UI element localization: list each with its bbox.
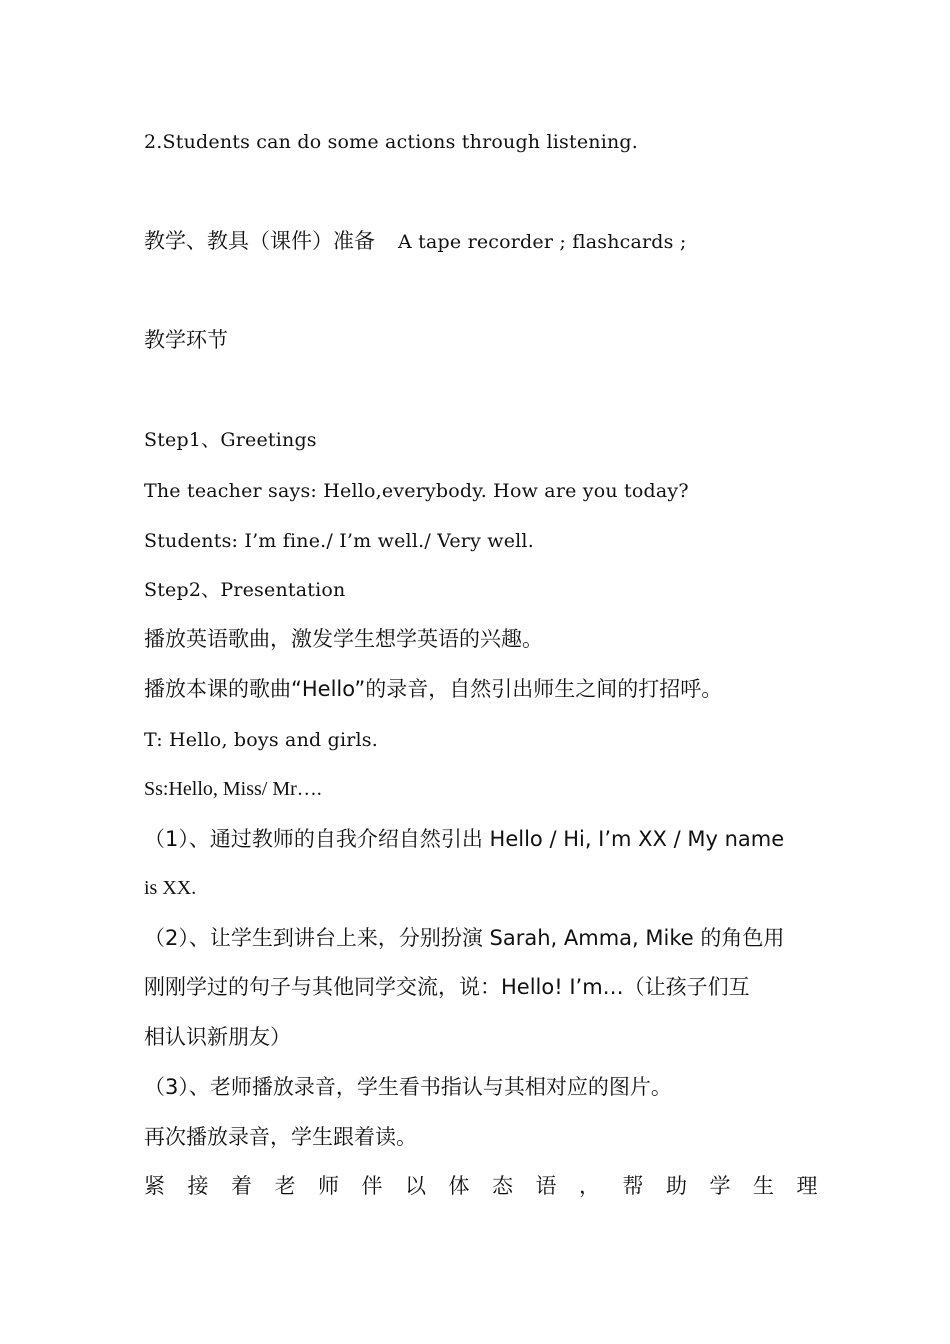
step2-item3: （3）、老师播放录音，学生看书指认与其相对应的图片。 (144, 1075, 672, 1099)
step2-line2: 播放本课的歌曲“Hello”的录音，自然引出师生之间的打招呼。 (144, 677, 723, 701)
step2-item1-line2: is XX. (144, 877, 197, 899)
step2-item2-line1: （2）、让学生到讲台上来，分别扮演 Sarah, Amma, Mike 的角色用 (144, 926, 785, 950)
objective-2: 2.Students can do some actions through listening. (144, 131, 639, 153)
step2-students-line: Ss:Hello, Miss/ Mr…. (144, 778, 322, 800)
preparation-line (144, 229, 686, 254)
step2-line1: 播放英语歌曲，激发学生想学英语的兴趣。 (144, 627, 543, 651)
step2-replay: 再次播放录音，学生跟着读。 (144, 1125, 417, 1149)
step2-item1-line1: （1）、通过教师的自我介绍自然引出 Hello / Hi, I’m XX / My name (144, 827, 785, 851)
step1-title: Step1、Greetings (144, 429, 317, 451)
step1-students-line: Students: I’m fine./ I’m well./ Very well. (144, 530, 534, 552)
step2-last-line: 紧接着老师伴以体态语，帮助学生理 (144, 1174, 840, 1198)
step1-teacher-line: The teacher says: Hello,everybody. How are you today? (144, 480, 689, 502)
preparation-items: A tape recorder ; flashcards ; (398, 231, 687, 253)
step2-teacher-line: T: Hello, boys and girls. (144, 729, 379, 751)
preparation-label: 教学、教具（课件）准备 (144, 229, 375, 253)
step2-item2-line3: 相认识新朋友） (144, 1025, 291, 1049)
step2-title: Step2、Presentation (144, 579, 346, 601)
step2-item2-line2: 刚刚学过的句子与其他同学交流，说：Hello! I’m…（让孩子们互 (144, 975, 750, 999)
section-title: 教学环节 (144, 328, 228, 352)
